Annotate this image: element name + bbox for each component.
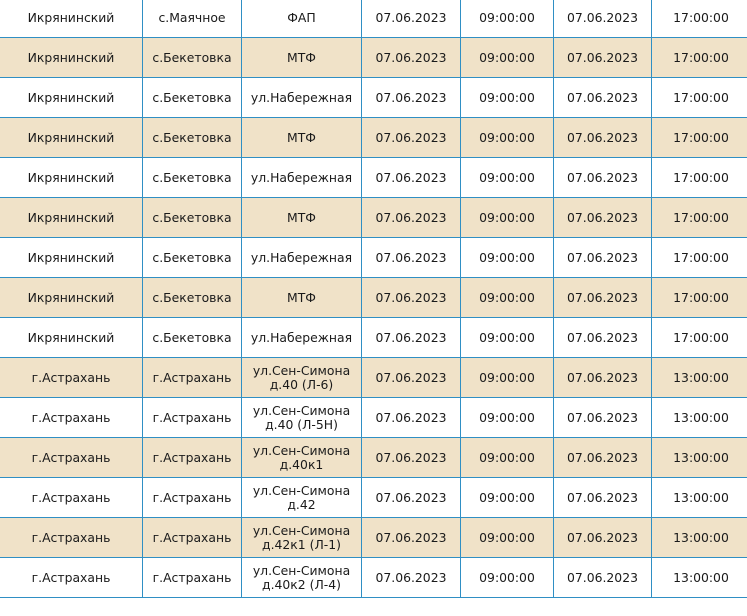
table-row <box>0 478 747 518</box>
end-time-cell: 13:00:00 <box>652 398 747 438</box>
end-time-cell: 17:00:00 <box>652 318 747 358</box>
district-cell: г.Астрахань <box>0 478 143 518</box>
end-time-cell: 17:00:00 <box>652 0 747 38</box>
locality-cell: с.Маячное <box>143 0 242 38</box>
table-row <box>0 118 747 158</box>
district-cell: Икрянинский <box>0 78 143 118</box>
end-date-cell: 07.06.2023 <box>554 118 652 158</box>
table-row <box>0 278 747 318</box>
object-cell: МТФ <box>242 38 362 78</box>
locality-cell: г.Астрахань <box>143 518 242 558</box>
end-time-cell: 17:00:00 <box>652 278 747 318</box>
start-time-cell: 09:00:00 <box>461 78 554 118</box>
start-time-cell: 09:00:00 <box>461 478 554 518</box>
start-date-cell: 07.06.2023 <box>362 358 461 398</box>
start-date-cell: 07.06.2023 <box>362 318 461 358</box>
end-date-cell: 07.06.2023 <box>554 398 652 438</box>
end-time-cell: 13:00:00 <box>652 558 747 598</box>
table-row <box>0 0 747 38</box>
object-cell: МТФ <box>242 198 362 238</box>
start-time-cell: 09:00:00 <box>461 118 554 158</box>
table-row <box>0 38 747 78</box>
end-date-cell: 07.06.2023 <box>554 0 652 38</box>
start-date-cell: 07.06.2023 <box>362 238 461 278</box>
end-time-cell: 13:00:00 <box>652 358 747 398</box>
table-row <box>0 438 747 478</box>
district-cell: Икрянинский <box>0 38 143 78</box>
end-date-cell: 07.06.2023 <box>554 38 652 78</box>
district-cell: Икрянинский <box>0 238 143 278</box>
object-cell: ФАП <box>242 0 362 38</box>
district-cell: г.Астрахань <box>0 358 143 398</box>
start-date-cell: 07.06.2023 <box>362 38 461 78</box>
end-date-cell: 07.06.2023 <box>554 158 652 198</box>
start-date-cell: 07.06.2023 <box>362 478 461 518</box>
end-time-cell: 17:00:00 <box>652 38 747 78</box>
start-time-cell: 09:00:00 <box>461 158 554 198</box>
district-cell: г.Астрахань <box>0 398 143 438</box>
start-time-cell: 09:00:00 <box>461 558 554 598</box>
object-cell: ул.Сен-Симона д.40 (Л-6) <box>242 358 362 398</box>
start-time-cell: 09:00:00 <box>461 278 554 318</box>
start-date-cell: 07.06.2023 <box>362 158 461 198</box>
locality-cell: с.Бекетовка <box>143 158 242 198</box>
district-cell: Икрянинский <box>0 318 143 358</box>
start-time-cell: 09:00:00 <box>461 0 554 38</box>
start-time-cell: 09:00:00 <box>461 518 554 558</box>
object-cell: ул.Набережная <box>242 238 362 278</box>
district-cell: Икрянинский <box>0 278 143 318</box>
table-row <box>0 238 747 278</box>
table-row <box>0 518 747 558</box>
end-date-cell: 07.06.2023 <box>554 358 652 398</box>
end-time-cell: 13:00:00 <box>652 518 747 558</box>
table-row <box>0 398 747 438</box>
locality-cell: с.Бекетовка <box>143 78 242 118</box>
end-time-cell: 17:00:00 <box>652 238 747 278</box>
table-row <box>0 158 747 198</box>
locality-cell: г.Астрахань <box>143 438 242 478</box>
end-time-cell: 17:00:00 <box>652 118 747 158</box>
start-date-cell: 07.06.2023 <box>362 78 461 118</box>
object-cell: ул.Набережная <box>242 78 362 118</box>
locality-cell: г.Астрахань <box>143 478 242 518</box>
end-date-cell: 07.06.2023 <box>554 238 652 278</box>
start-time-cell: 09:00:00 <box>461 438 554 478</box>
end-date-cell: 07.06.2023 <box>554 198 652 238</box>
start-date-cell: 07.06.2023 <box>362 438 461 478</box>
start-time-cell: 09:00:00 <box>461 358 554 398</box>
object-cell: МТФ <box>242 278 362 318</box>
end-time-cell: 17:00:00 <box>652 198 747 238</box>
locality-cell: г.Астрахань <box>143 398 242 438</box>
object-cell: ул.Набережная <box>242 158 362 198</box>
object-cell: ул.Сен-Симона д.40к1 <box>242 438 362 478</box>
end-time-cell: 17:00:00 <box>652 78 747 118</box>
locality-cell: г.Астрахань <box>143 558 242 598</box>
start-date-cell: 07.06.2023 <box>362 0 461 38</box>
start-time-cell: 09:00:00 <box>461 38 554 78</box>
end-date-cell: 07.06.2023 <box>554 438 652 478</box>
locality-cell: с.Бекетовка <box>143 238 242 278</box>
start-date-cell: 07.06.2023 <box>362 118 461 158</box>
district-cell: г.Астрахань <box>0 438 143 478</box>
end-time-cell: 17:00:00 <box>652 158 747 198</box>
start-date-cell: 07.06.2023 <box>362 518 461 558</box>
locality-cell: с.Бекетовка <box>143 38 242 78</box>
district-cell: Икрянинский <box>0 198 143 238</box>
locality-cell: с.Бекетовка <box>143 198 242 238</box>
table-row <box>0 318 747 358</box>
end-date-cell: 07.06.2023 <box>554 78 652 118</box>
locality-cell: с.Бекетовка <box>143 118 242 158</box>
table-row <box>0 198 747 238</box>
district-cell: Икрянинский <box>0 118 143 158</box>
object-cell: МТФ <box>242 118 362 158</box>
end-date-cell: 07.06.2023 <box>554 558 652 598</box>
end-time-cell: 13:00:00 <box>652 478 747 518</box>
start-date-cell: 07.06.2023 <box>362 198 461 238</box>
end-date-cell: 07.06.2023 <box>554 518 652 558</box>
locality-cell: с.Бекетовка <box>143 318 242 358</box>
district-cell: Икрянинский <box>0 158 143 198</box>
object-cell: ул.Набережная <box>242 318 362 358</box>
object-cell: ул.Сен-Симона д.40 (Л-5Н) <box>242 398 362 438</box>
start-time-cell: 09:00:00 <box>461 398 554 438</box>
object-cell: ул.Сен-Симона д.42 <box>242 478 362 518</box>
district-cell: Икрянинский <box>0 0 143 38</box>
end-time-cell: 13:00:00 <box>652 438 747 478</box>
end-date-cell: 07.06.2023 <box>554 478 652 518</box>
end-date-cell: 07.06.2023 <box>554 278 652 318</box>
start-date-cell: 07.06.2023 <box>362 558 461 598</box>
district-cell: г.Астрахань <box>0 558 143 598</box>
start-time-cell: 09:00:00 <box>461 318 554 358</box>
object-cell: ул.Сен-Симона д.40к2 (Л-4) <box>242 558 362 598</box>
start-time-cell: 09:00:00 <box>461 238 554 278</box>
locality-cell: г.Астрахань <box>143 358 242 398</box>
start-date-cell: 07.06.2023 <box>362 278 461 318</box>
table-row <box>0 358 747 398</box>
district-cell: г.Астрахань <box>0 518 143 558</box>
start-date-cell: 07.06.2023 <box>362 398 461 438</box>
start-time-cell: 09:00:00 <box>461 198 554 238</box>
object-cell: ул.Сен-Симона д.42к1 (Л-1) <box>242 518 362 558</box>
table-row <box>0 558 747 598</box>
end-date-cell: 07.06.2023 <box>554 318 652 358</box>
locality-cell: с.Бекетовка <box>143 278 242 318</box>
table-row <box>0 78 747 118</box>
